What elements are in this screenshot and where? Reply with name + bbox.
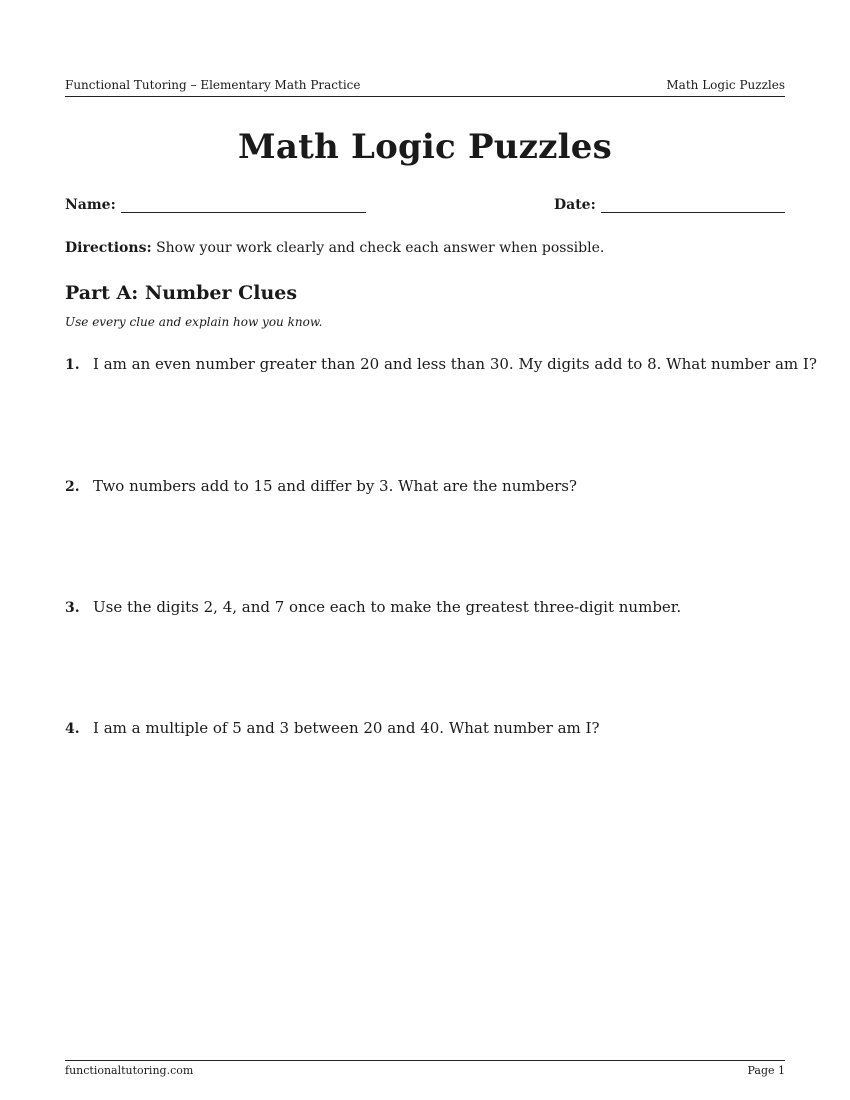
part-a-heading: Part A: Number Clues: [65, 282, 298, 304]
question-number: 2.: [65, 479, 80, 495]
directions-label: Directions:: [65, 240, 152, 256]
header-worksheet-title: Math Logic Puzzles: [666, 78, 785, 92]
question-number: 3.: [65, 600, 80, 616]
footer-website: functionaltutoring.com: [65, 1064, 194, 1077]
question-number: 1.: [65, 357, 80, 373]
header-course-title: Functional Tutoring – Elementary Math Practice: [65, 78, 361, 92]
name-blank-line[interactable]: [121, 198, 366, 213]
page-title: Math Logic Puzzles: [238, 127, 612, 167]
question-text: I am an even number greater than 20 and less than 30. My digits add to 8. What number am I?: [93, 355, 817, 373]
directions: [65, 240, 604, 256]
page-header: [65, 78, 785, 97]
footer-page-number: Page 1: [747, 1064, 785, 1077]
name-label: Name:: [65, 197, 116, 213]
question-2: [65, 477, 785, 495]
date-field[interactable]: [554, 197, 785, 213]
question-text: Two numbers add to 15 and differ by 3. What are the numbers?: [93, 477, 577, 495]
question-3: [65, 598, 785, 616]
question-1: [65, 355, 817, 373]
date-label: Date:: [554, 197, 596, 213]
part-a-subheading: Use every clue and explain how you know.: [65, 315, 323, 329]
question-4: [65, 719, 785, 737]
name-field[interactable]: [65, 197, 366, 213]
question-text: Use the digits 2, 4, and 7 once each to make the greatest three-digit number.: [93, 598, 682, 616]
date-blank-line[interactable]: [601, 198, 785, 213]
question-number: 4.: [65, 721, 80, 737]
directions-text: Show your work clearly and check each answer when possible.: [156, 240, 605, 256]
page-footer: [65, 1060, 785, 1077]
question-text: I am a multiple of 5 and 3 between 20 and 40. What number am I?: [93, 719, 600, 737]
